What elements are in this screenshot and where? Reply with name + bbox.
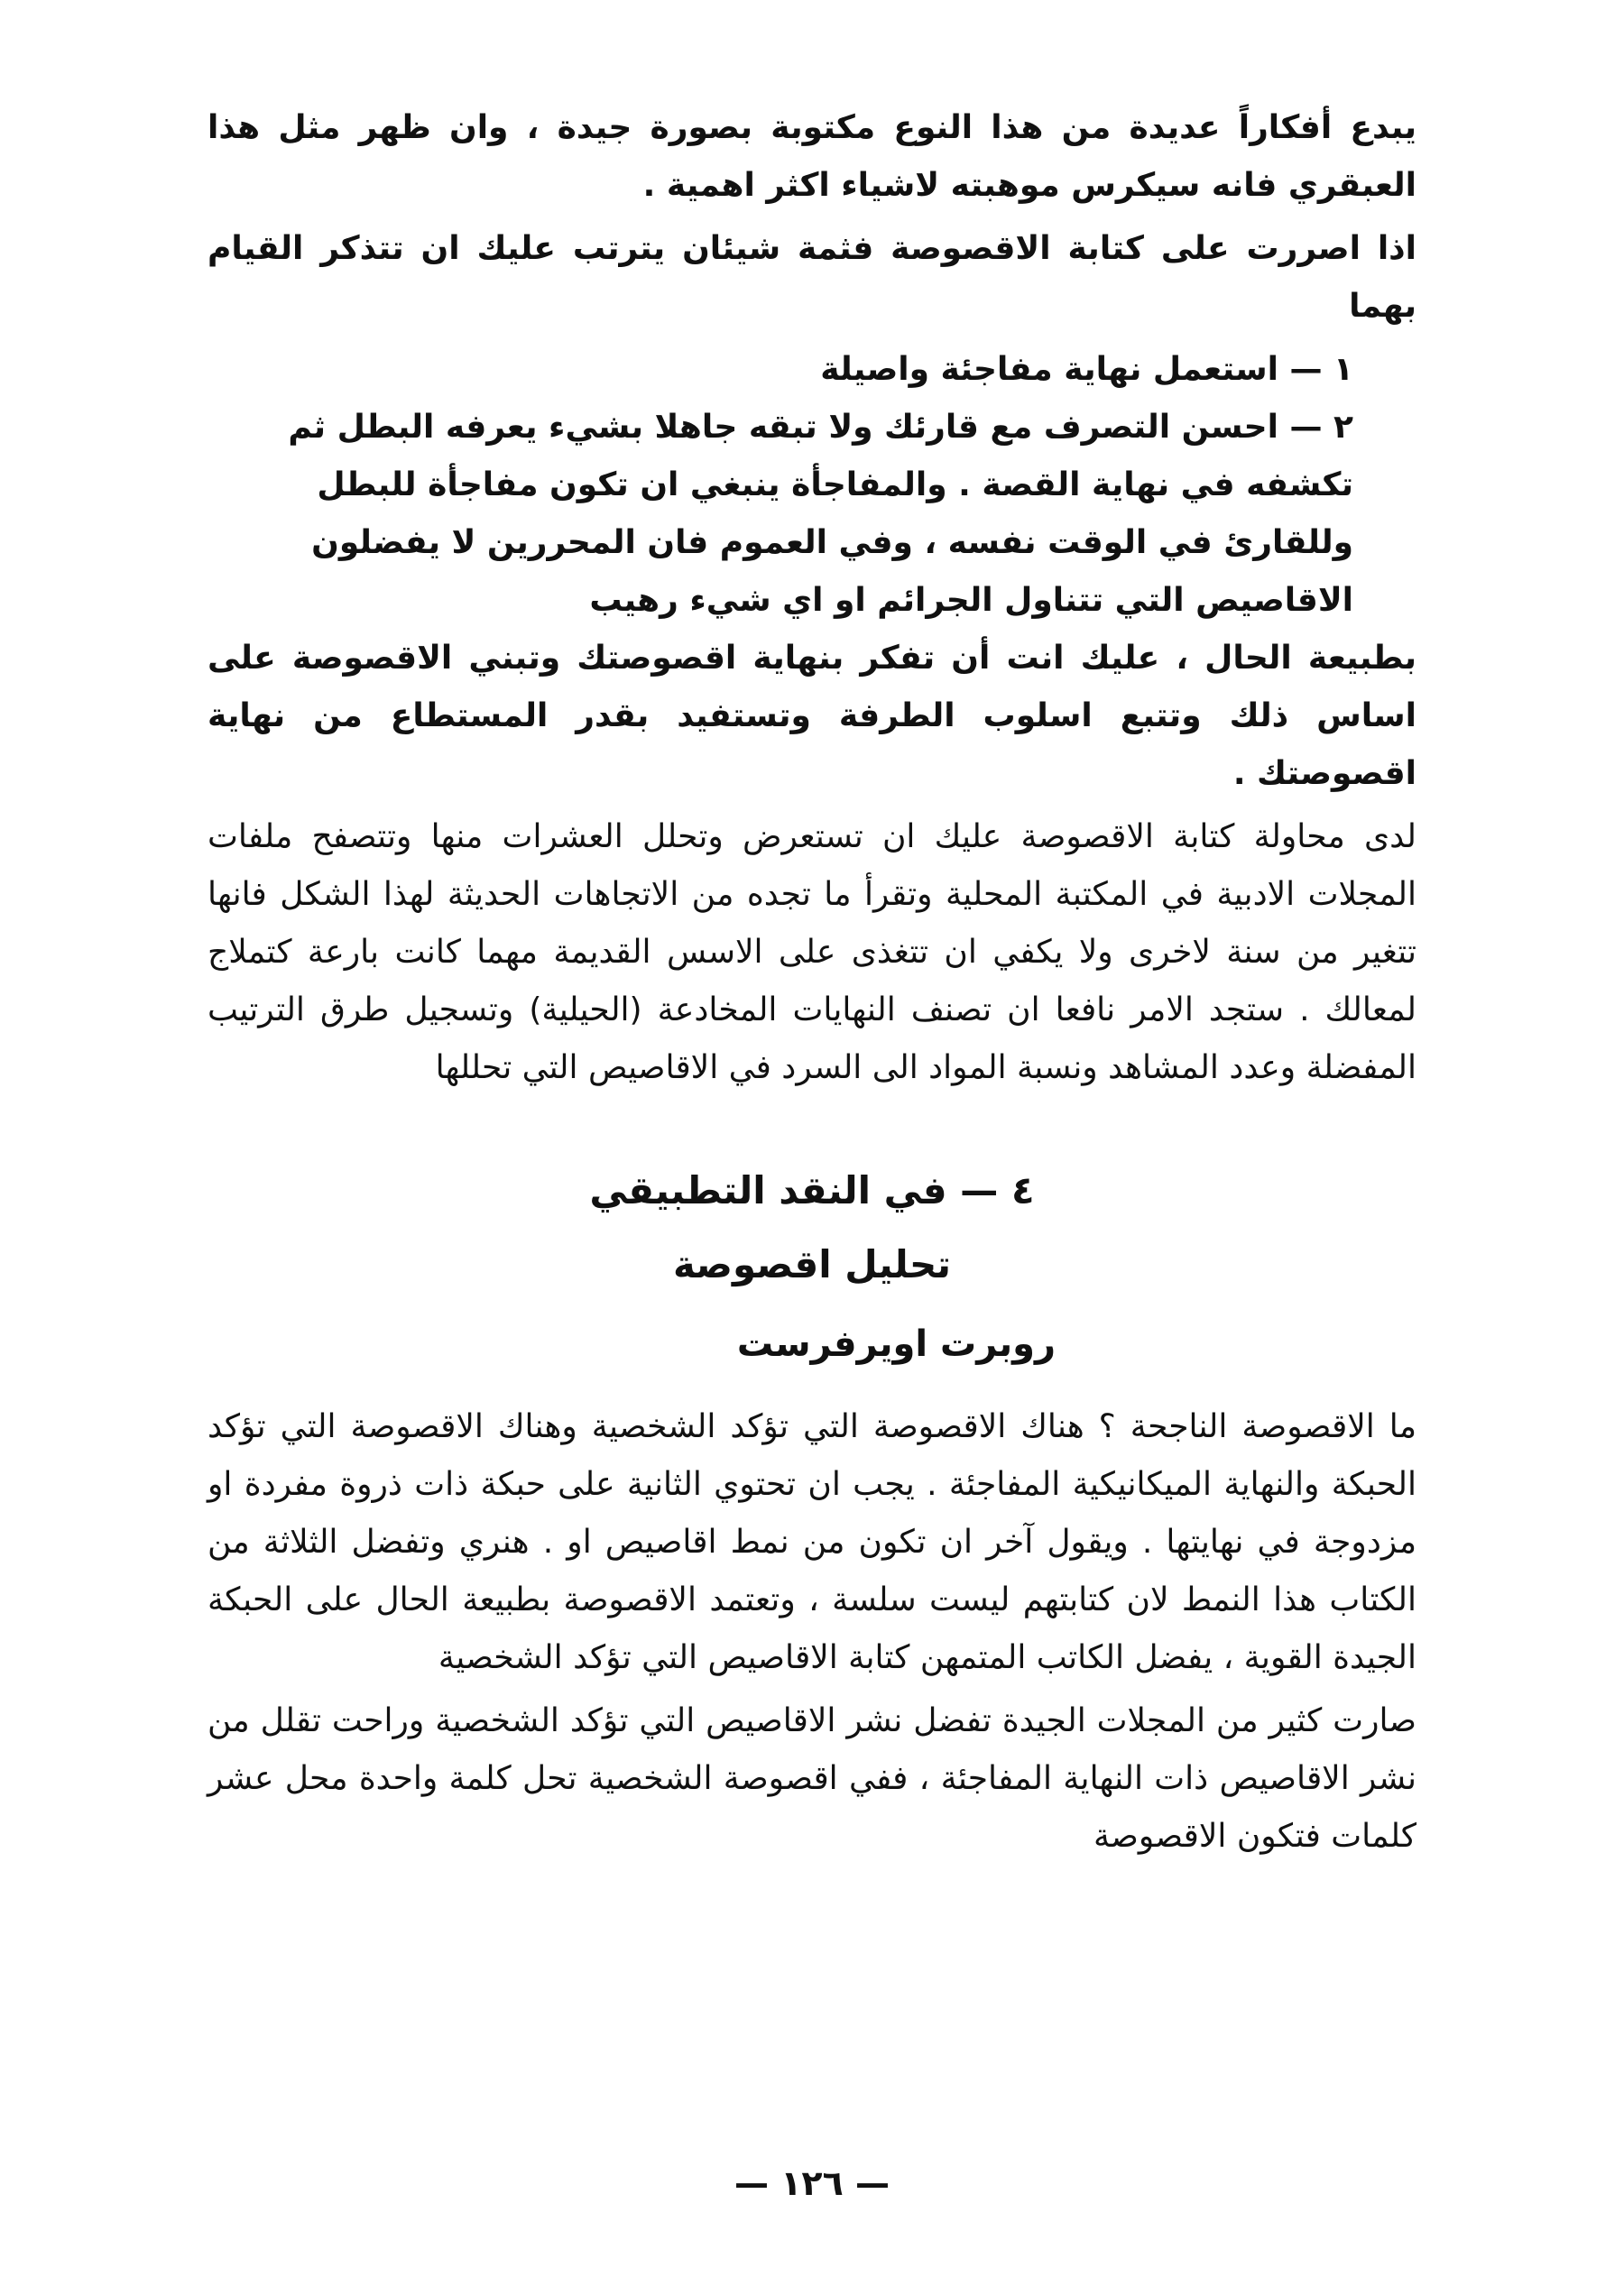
section-heading: ٤ — في النقد التطبيقي (589, 1168, 1035, 1212)
paragraph: يبدع أفكاراً عديدة من هذا النوع مكتوبة بصورة جيدة ، وان ظهر مثل هذا العبقري فانه سيكرس موهبته لاشياء اكثر اهمية . (208, 109, 1416, 204)
paragraph: اذا اصررت على كتابة الاقصوصة فثمة شيئان يترتب عليك ان تتذكر القيام بهما (208, 230, 1416, 325)
section-subheading: تحليل اقصوصة (672, 1242, 952, 1286)
paragraph: ما الاقصوصة الناجحة ؟ هناك الاقصوصة التي تؤكد الشخصية وهناك الاقصوصة التي تؤكد الحبكة والنهاية الميكانيكية المفاجئة . يجب ان تحتوي الثانية على حبكة ذات ذروة مفردة او مزدوجة في نهايتها . ويقول آخر ان تكون من نمط اقاصيص او . هنري وتفضل الثلاثة من الكتاب هذا النمط لان كتابتهم ليست سلسة ، وتعتمد الاقصوصة بطبيعة الحال على الحبكة الجيدة القوية ، يفضل الكاتب المتمهن كتابة الاقاصيص التي تؤكد الشخصية (208, 1408, 1416, 1676)
list-item: ١ — استعمل نهاية مفاجئة واصيلة (820, 351, 1353, 388)
author-name: روبرت اويرفرست (736, 1323, 1056, 1365)
document-page (208, 99, 1416, 1871)
paragraph: بطبيعة الحال ، عليك انت أن تفكر بنهاية اقصوصتك وتبني الاقصوصة على اساس ذلك وتتبع اسلوب الطرفة وتستفيد بقدر المستطاع من نهاية اقصوصتك . (208, 640, 1416, 792)
paragraph: لدى محاولة كتابة الاقصوصة عليك ان تستعرض وتحلل العشرات منها وتتصفح ملفات المجلات الادبية في المكتبة المحلية وتقرأ ما تجده من الاتجاهات الحديثة لهذا الشكل فانها تتغير من سنة لاخرى ولا يكفي ان تتغذى على الاسس القديمة مهما كانت بارعة كتملاج لمعالك . ستجد الامر نافعا ان تصنف النهايات المخادعة (الحيلية) وتسجيل طرق الترتيب المفضلة وعدد المشاهد ونسبة المواد الى السرد في الاقاصيص التي تحللها (208, 818, 1416, 1086)
paragraph: صارت كثير من المجلات الجيدة تفضل نشر الاقاصيص التي تؤكد الشخصية وراحت تقلل من نشر الاقاصيص ذات النهاية المفاجئة ، ففي اقصوصة الشخصية تحل كلمة واحدة محل عشر كلمات فتكون الاقصوصة (208, 1702, 1416, 1855)
page-number: — ١٢٦ — (734, 2163, 890, 2203)
list-item: ٢ — احسن التصرف مع قارئك ولا تبقه جاهلا بشيء يعرفه البطل ثم تكشفه في نهاية القصة . والمفاجأة ينبغي ان تكون مفاجأة للبطل وللقارئ في الوقت نفسه ، وفي العموم فان المحررين لا يفضلون الاقاصيص التي تتناول الجرائم او اي شيء رهيب (288, 409, 1353, 619)
